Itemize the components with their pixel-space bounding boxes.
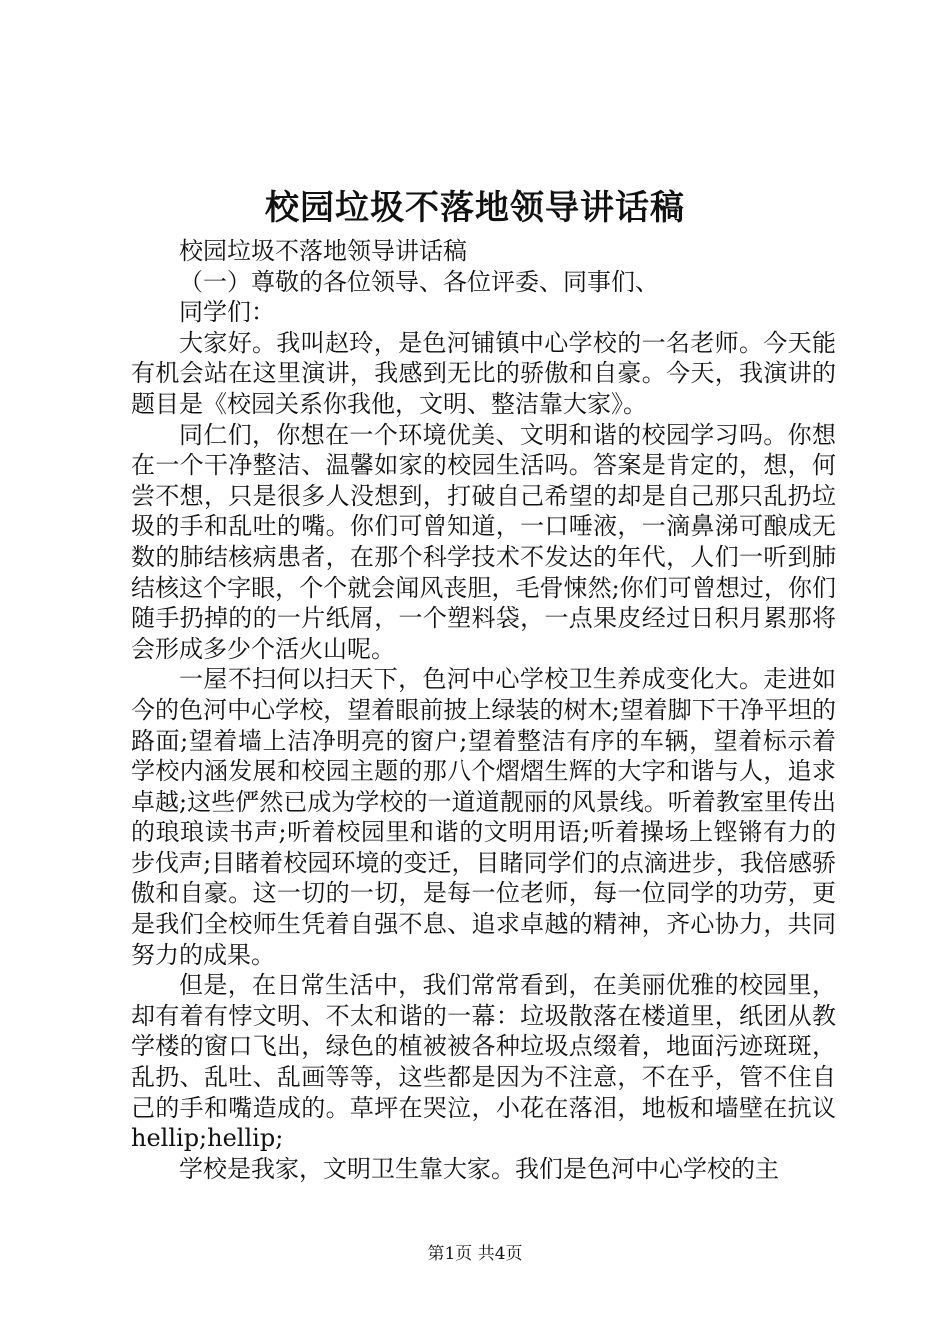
paragraph: 一屋不扫何以扫天下，色河中心学校卫生养成变化大。走进如今的色河中心学校，望着眼前披上绿装的树木;望着脚下干净平坦的路面;望着墙上洁净明亮的窗户;望着整洁有序的车辆，望着标示着学校内涵发展和校园主题的那八个熠熠生辉的大字和谐与人，追求卓越;这些俨然已成为学校的一道道靓丽的风景线。听着教室里传出的琅琅读书声;听着校园里和谐的文明用语;听着操场上铿锵有力的步伐声;目睹着校园环境的变迁，目睹同学们的点滴进步，我倍感骄傲和自豪。这一切的一切，是每一位老师，每一位同学的功劳，更是我们全校师生凭着自强不息、追求卓越的精神，齐心协力，共同努力的成果。 <box>131 665 836 969</box>
document-body <box>131 236 836 1184</box>
page-footer: 第1页 共4页 <box>427 1244 523 1264</box>
paragraph: 但是，在日常生活中，我们常常看到，在美丽优雅的校园里，却有着有悖文明、不太和谐的一幕：垃圾散落在楼道里，纸团从教学楼的窗口飞出，绿色的植被被各种垃圾点缀着，地面污迹斑斑，乱扔、乱吐、乱画等等，这些都是因为不注意，不在乎，管不住自己的手和嘴造成的。草坪在哭泣，小花在落泪，地板和墙壁在抗议hellip;hellip; <box>131 971 836 1153</box>
document-title: 校园垃圾不落地领导讲话稿 <box>265 188 685 228</box>
paragraph: 同仁们，你想在一个环境优美、文明和谐的校园学习吗。你想在一个干净整洁、温馨如家的校园生活吗。答案是肯定的，想，何尝不想，只是很多人没想到，打破自己希望的却是自己那只乱扔垃圾的手和乱吐的嘴。你们可曾知道，一口唾液，一滴鼻涕可酿成无数的肺结核病患者，在那个科学技术不发达的年代，人们一听到肺结核这个字眼，个个就会闻风丧胆，毛骨悚然;你们可曾想过，你们随手扔掉的的一片纸屑，一个塑料袋，一点果皮经过日积月累那将会形成多少个活火山呢。 <box>131 420 836 663</box>
paragraph: 校园垃圾不落地领导讲话稿 <box>179 237 467 265</box>
paragraph: 同学们： <box>179 298 275 327</box>
paragraph: （一）尊敬的各位领导、各位评委、同事们、 <box>179 267 659 296</box>
paragraph: 大家好。我叫赵玲，是色河铺镇中心学校的一名老师。今天能有机会站在这里演讲，我感到无比的骄傲和自豪。今天，我演讲的题目是《校园关系你我他，文明、整洁靠大家》。 <box>131 328 836 418</box>
paragraph: 学校是我家，文明卫生靠大家。我们是色河中心学校的主 <box>179 1154 779 1183</box>
